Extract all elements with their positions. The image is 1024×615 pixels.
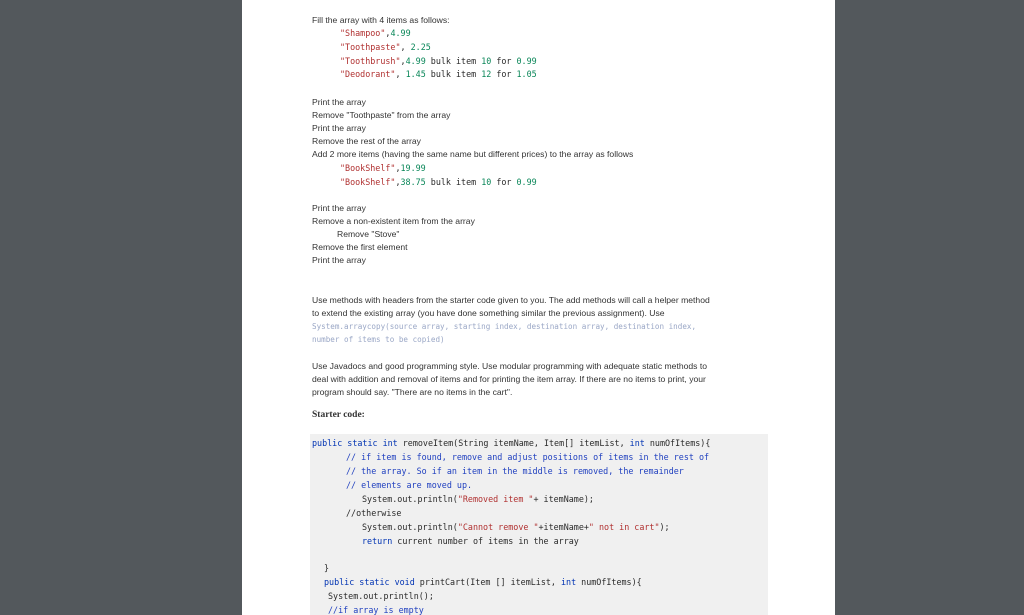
item-price: 2.25 [410,42,431,52]
intro-text: Fill the array with 4 items as follows: [312,15,450,25]
paragraph-line: Use methods with headers from the starter code given to you. The add methods will call a helper method [312,295,710,305]
code-line: public static void printCart(Item [] itemList, int numOfItems){ [324,577,642,587]
code-line: public static int removeItem(String itemName, Item[] itemList, int numOfItems){ [312,438,711,448]
item-name: "Toothpaste" [340,42,401,52]
starter-code-label: Starter code: [312,410,365,420]
step-text: Print the array [312,123,366,133]
step-text: Remove "Toothpaste" from the array [312,110,451,120]
paragraph-line: deal with addition and removal of items and for printing the item array. If there are no items to print, your [312,374,706,384]
arraycopy-code: number of items to be copied) [312,335,445,344]
step-text: Remove the first element [312,242,408,252]
code-line: return current number of items in the array [362,536,579,546]
code-comment: // elements are moved up. [346,480,473,490]
code-comment: // if item is found, remove and adjust positions of items in the rest of [346,452,710,462]
item-name: "Deodorant" [340,69,396,79]
item-price: 4.99 [405,56,426,66]
item-line: "BookShelf",19.99 [340,163,426,173]
document-page [242,0,835,615]
step-text: Add 2 more items (having the same name but different prices) to the array as follows [312,149,634,159]
item-line: "Toothpaste", 2.25 [340,42,431,52]
code-comment: //if array is empty [328,605,424,615]
step-text: Remove a non-existent item from the array [312,216,475,226]
item-name: "Toothbrush" [340,56,401,66]
code-line: System.out.println("Cannot remove "+itemName+" not in cart"); [362,522,670,532]
step-text: Print the array [312,97,366,107]
item-line: "Toothbrush",4.99 bulk item 10 for 0.99 [340,56,537,66]
step-text: Print the array [312,255,366,265]
code-line: } [324,563,330,573]
step-text: Remove "Stove" [337,229,400,239]
item-price: 1.45 [405,69,426,79]
code-comment: //otherwise [346,508,402,518]
item-price: 38.75 [400,177,426,187]
code-comment: // the array. So if an item in the middle is removed, the remainder [346,466,684,476]
item-name: "Shampoo" [340,28,386,38]
item-price: 4.99 [390,28,411,38]
item-name: "BookShelf" [340,177,396,187]
code-line: System.out.println(); [328,591,434,601]
item-line: "Shampoo",4.99 [340,28,411,38]
arraycopy-code: System.arraycopy(source array, starting index, destination array, destination index, [312,322,697,331]
paragraph-line: program should say. "There are no items in the cart". [312,387,513,397]
step-text: Remove the rest of the array [312,136,421,146]
paragraph-line: Use Javadocs and good programming style. Use modular programming with adequate static methods to [312,361,708,371]
step-text: Print the array [312,203,366,213]
code-line: System.out.println("Removed item "+ itemName); [362,494,594,504]
item-line: "Deodorant", 1.45 bulk item 12 for 1.05 [340,69,537,79]
item-name: "BookShelf" [340,163,396,173]
paragraph-line: to extend the existing array (you have done something similar the previous assignment). Use [312,308,665,318]
item-price: 19.99 [400,163,426,173]
item-line: "BookShelf",38.75 bulk item 10 for 0.99 [340,177,537,187]
